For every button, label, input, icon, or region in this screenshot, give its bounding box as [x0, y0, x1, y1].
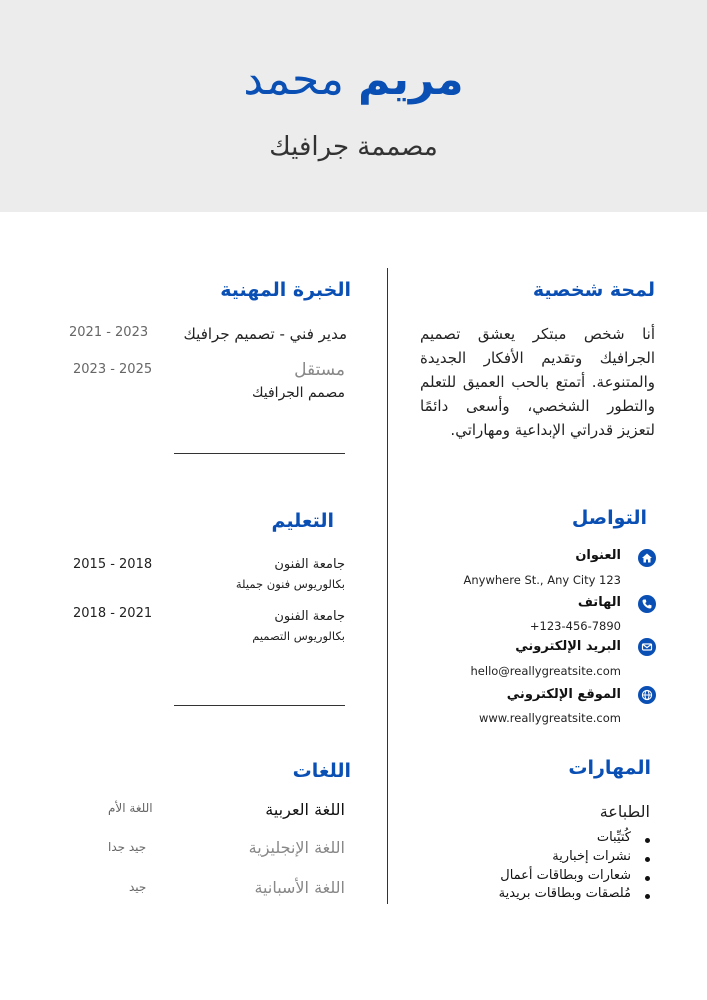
education-degree: بكالوريوس فنون جميلة: [235, 577, 345, 591]
education-degree: بكالوريوس التصميم: [252, 629, 345, 643]
home-icon: [638, 549, 656, 567]
skills-group: الطباعة: [599, 802, 650, 821]
contact-value-email[interactable]: hello@reallygreatsite.com: [470, 664, 621, 678]
experience-subtitle: مصمم الجرافيك: [251, 385, 345, 401]
mail-icon: [638, 638, 656, 656]
education-period: 2018 - 2021: [73, 606, 153, 621]
education-school: جامعة الفنون: [274, 557, 345, 572]
contact-label-address: العنوان: [575, 548, 621, 563]
last-name: محمد: [243, 54, 344, 105]
language-name: اللغة الإنجليزية: [248, 838, 345, 857]
bullet-dot: [645, 857, 650, 862]
education-period: 2015 - 2018: [73, 557, 153, 572]
section-divider: [174, 453, 345, 454]
bullet-dot: [645, 838, 650, 843]
language-name: اللغة العربية: [265, 800, 345, 819]
experience-role: مستقل: [294, 360, 345, 380]
skill-item: شعارات وبطاقات أعمال: [500, 868, 631, 883]
contact-title: التواصل: [571, 507, 647, 529]
education-title: التعليم: [271, 510, 334, 532]
contact-label-email: البريد الإلكتروني: [515, 639, 621, 654]
contact-value-address: Anywhere St., Any City 123: [463, 573, 621, 587]
phone-icon: [638, 595, 656, 613]
skill-item: كُتيِّبات: [596, 830, 631, 845]
contact-label-phone: الهاتف: [577, 595, 621, 610]
bullet-dot: [645, 894, 650, 899]
experience-period: 2021 - 2023: [69, 325, 149, 340]
section-divider: [174, 705, 345, 706]
full-name: [0, 52, 707, 108]
experience-title: الخبرة المهنية: [220, 279, 351, 301]
skill-item: مُلصقات وبطاقات بريدية: [498, 886, 631, 901]
language-level: جيد: [129, 880, 147, 894]
skill-item: نشرات إخبارية: [552, 849, 631, 864]
language-level: اللغة الأم: [108, 801, 153, 815]
skills-title: المهارات: [568, 757, 651, 779]
education-school: جامعة الفنون: [274, 609, 345, 624]
column-divider: [387, 268, 388, 904]
about-text: أنا شخص مبتكر يعشق تصميم الجرافيك وتقديم الأفكار الجديدة والمتنوعة. أتمتع بالحب العميق للتعلم والتطور الشخصي، وأسعى دائمًا لتعزيز قدراتي الإبداعية ومهاراتي.: [420, 325, 655, 439]
experience-period: 2023 - 2025: [73, 362, 153, 377]
about-title: لمحة شخصية: [532, 279, 655, 301]
contact-label-website: الموقع الإلكتروني: [506, 687, 621, 702]
language-name: اللغة الأسبانية: [254, 878, 345, 897]
contact-value-website[interactable]: www.reallygreatsite.com: [478, 711, 621, 725]
languages-title: اللغات: [292, 760, 351, 782]
bullet-dot: [645, 876, 650, 881]
contact-value-phone: +123-456-7890: [529, 619, 621, 633]
globe-icon: [638, 686, 656, 704]
first-name: مريم: [357, 54, 464, 105]
experience-role: مدير فني - تصميم جرافيك: [183, 325, 347, 343]
language-level: جيد جدا: [108, 840, 147, 854]
job-title: مصممة جرافيك: [269, 132, 438, 162]
